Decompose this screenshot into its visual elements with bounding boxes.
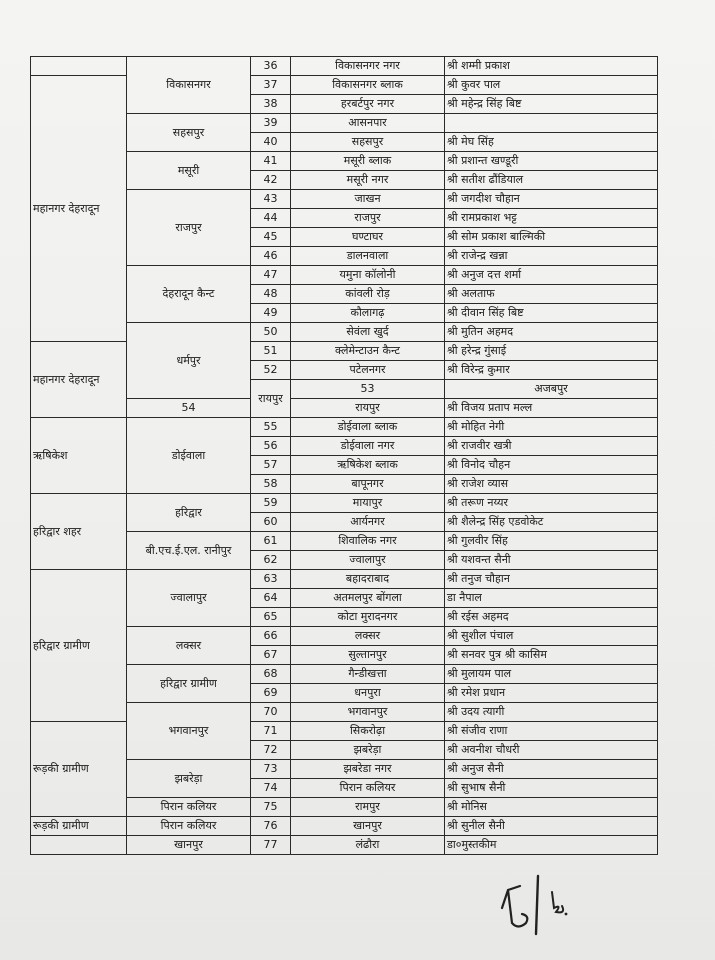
table-row [31, 57, 658, 76]
serial-number-cell: 77 [251, 836, 291, 855]
person-name-cell: श्री मोनिस [445, 798, 658, 817]
person-name-cell: श्री संजीव राणा [445, 722, 658, 741]
mandal-area-cell: ऋषिकेश ब्लाक [291, 456, 445, 475]
table-row [31, 342, 658, 361]
serial-number-cell: 75 [251, 798, 291, 817]
constituency-cell: झबरेड़ा [127, 760, 251, 798]
constituency-cell: डोईवाला [127, 418, 251, 494]
serial-number-cell: 36 [251, 57, 291, 76]
mandal-area-cell: डोईवाला ब्लाक [291, 418, 445, 437]
mandal-area-cell: बहादराबाद [291, 570, 445, 589]
serial-number-cell: 50 [251, 323, 291, 342]
serial-number-cell: 66 [251, 627, 291, 646]
mandal-area-cell: आर्यनगर [291, 513, 445, 532]
serial-number-cell: 58 [251, 475, 291, 494]
constituency-cell: मसूरी [127, 152, 251, 190]
constituency-cell: विकासनगर [127, 57, 251, 114]
mandal-area-cell: झबरेडा नगर [291, 760, 445, 779]
person-name-cell: श्री यशवन्त सैनी [445, 551, 658, 570]
constituency-cell: हरिद्वार ग्रामीण [127, 665, 251, 703]
table-row [31, 722, 658, 741]
mandal-area-cell: धनपुरा [291, 684, 445, 703]
person-name-cell: श्री अलताफ [445, 285, 658, 304]
serial-number-cell: 56 [251, 437, 291, 456]
serial-number-cell: 46 [251, 247, 291, 266]
mandal-area-cell: झबरेड़ा [291, 741, 445, 760]
district-cell: महानगर देहरादून [31, 342, 127, 418]
constituency-cell: खानपुर [127, 836, 251, 855]
constituency-cell: पिरान कलियर [127, 798, 251, 817]
person-name-cell: श्री राजेश व्यास [445, 475, 658, 494]
table-row [31, 76, 658, 95]
mandal-area-cell: रामपुर [291, 798, 445, 817]
mandal-area-cell: डालनवाला [291, 247, 445, 266]
district-cell: रूड़की ग्रामीण [31, 722, 127, 817]
table-row [31, 817, 658, 836]
person-name-cell: श्री शम्मी प्रकाश [445, 57, 658, 76]
person-name-cell: श्री मुलायम पाल [445, 665, 658, 684]
serial-number-cell: 38 [251, 95, 291, 114]
mandal-area-cell: लक्सर [291, 627, 445, 646]
mandal-area-cell: ज्वालापुर [291, 551, 445, 570]
person-name-cell: श्री गुलवीर सिंह [445, 532, 658, 551]
person-name-cell: श्री मेघ सिंह [445, 133, 658, 152]
serial-number-cell: 41 [251, 152, 291, 171]
mandal-area-cell: लंढौरा [291, 836, 445, 855]
mandal-area-cell: राजपुर [291, 209, 445, 228]
person-name-cell: श्री सनवर पुत्र श्री कासिम [445, 646, 658, 665]
serial-number-cell: 55 [251, 418, 291, 437]
person-name-cell: श्री राजवीर खत्री [445, 437, 658, 456]
mandal-area-cell: बापूनगर [291, 475, 445, 494]
constituency-cell: धर्मपुर [127, 323, 251, 399]
person-name-cell: श्री सुनील सैनी [445, 817, 658, 836]
serial-number-cell: 74 [251, 779, 291, 798]
person-name-cell: श्री तरूण नय्यर [445, 494, 658, 513]
person-name-cell: श्री सोम प्रकाश बाल्मिकी [445, 228, 658, 247]
person-name-cell: श्री हरेन्द्र गुंसाई [445, 342, 658, 361]
person-name-cell: श्री अवनीश चौधरी [445, 741, 658, 760]
district-cell: ऋषिकेश [31, 418, 127, 494]
mandal-area-cell: रायपुर [291, 399, 445, 418]
person-name-cell: श्री मोहित नेगी [445, 418, 658, 437]
person-name-cell: श्री अनुज सैनी [445, 760, 658, 779]
mandal-area-cell: आसनपार [291, 114, 445, 133]
person-name-cell: श्री विनोद चौहन [445, 456, 658, 475]
serial-number-cell: 59 [251, 494, 291, 513]
district-cell [31, 836, 127, 855]
person-name-cell: श्री रमेश प्रधान [445, 684, 658, 703]
person-name-cell: श्री कुवर पाल [445, 76, 658, 95]
mandal-area-cell: सिकरोढ़ा [291, 722, 445, 741]
mandal-area-cell: जाखन [291, 190, 445, 209]
mandal-area-cell: कौलागढ़ [291, 304, 445, 323]
person-name-cell: श्री रामप्रकाश भट्ट [445, 209, 658, 228]
person-name-cell: श्री सुशील पंचाल [445, 627, 658, 646]
district-committee-table [30, 56, 658, 855]
mandal-area-cell: मसूरी ब्लाक [291, 152, 445, 171]
district-cell: हरिद्वार शहर [31, 494, 127, 570]
constituency-cell: रायपुर [251, 380, 291, 418]
person-name-cell: श्री जगदीश चौहान [445, 190, 658, 209]
mandal-area-cell: कोटा मुरादनगर [291, 608, 445, 627]
mandal-area-cell: हरबर्टपुर नगर [291, 95, 445, 114]
serial-number-cell: 53 [291, 380, 445, 399]
serial-number-cell: 68 [251, 665, 291, 684]
serial-number-cell: 57 [251, 456, 291, 475]
district-cell [31, 57, 127, 76]
serial-number-cell: 47 [251, 266, 291, 285]
person-name-cell: श्री विरेन्द्र कुमार [445, 361, 658, 380]
district-cell: रूड़की ग्रामीण [31, 817, 127, 836]
mandal-area-cell: मायापुर [291, 494, 445, 513]
serial-number-cell: 67 [251, 646, 291, 665]
constituency-cell: बी.एच.ई.एल. रानीपुर [127, 532, 251, 570]
district-cell: हरिद्वार ग्रामीण [31, 570, 127, 722]
person-name-cell: डा०मुस्तकीम [445, 836, 658, 855]
person-name-cell: श्री राजेन्द्र खन्ना [445, 247, 658, 266]
serial-number-cell: 61 [251, 532, 291, 551]
person-name-cell: श्री तनुज चौहान [445, 570, 658, 589]
person-name-cell: श्री उदय त्यागी [445, 703, 658, 722]
table-row [31, 570, 658, 589]
serial-number-cell: 37 [251, 76, 291, 95]
table-row [31, 494, 658, 513]
handwritten-signature [492, 868, 582, 938]
constituency-cell: राजपुर [127, 190, 251, 266]
serial-number-cell: 44 [251, 209, 291, 228]
constituency-cell: सहसपुर [127, 114, 251, 152]
mandal-area-cell: अतमलपुर बोंगला [291, 589, 445, 608]
mandal-area-cell: घण्टाघर [291, 228, 445, 247]
person-name-cell: श्री प्रशान्त खण्डूरी [445, 152, 658, 171]
person-name-cell: श्री अनुज दत्त शर्मा [445, 266, 658, 285]
signature-drawing [492, 868, 582, 938]
mandal-area-cell: सहसपुर [291, 133, 445, 152]
constituency-cell: भगवानपुर [127, 703, 251, 760]
serial-number-cell: 62 [251, 551, 291, 570]
serial-number-cell: 43 [251, 190, 291, 209]
person-name-cell: श्री रईस अहमद [445, 608, 658, 627]
constituency-cell: ज्वालापुर [127, 570, 251, 627]
table-row [31, 836, 658, 855]
serial-number-cell: 64 [251, 589, 291, 608]
serial-number-cell: 51 [251, 342, 291, 361]
person-name-cell [445, 114, 658, 133]
serial-number-cell: 73 [251, 760, 291, 779]
serial-number-cell: 60 [251, 513, 291, 532]
serial-number-cell: 72 [251, 741, 291, 760]
serial-number-cell: 63 [251, 570, 291, 589]
constituency-cell: देहरादून कैन्ट [127, 266, 251, 323]
serial-number-cell: 45 [251, 228, 291, 247]
mandal-area-cell: विकासनगर नगर [291, 57, 445, 76]
serial-number-cell: 40 [251, 133, 291, 152]
person-name-cell: श्री विजय प्रताप मल्ल [445, 399, 658, 418]
person-name-cell: श्री सतीश ढौंडियाल [445, 171, 658, 190]
serial-number-cell: 69 [251, 684, 291, 703]
mandal-area-cell: क्लेमेन्टाउन कैन्ट [291, 342, 445, 361]
serial-number-cell: 49 [251, 304, 291, 323]
person-name-cell: श्री दीवान सिंह बिष्ट [445, 304, 658, 323]
mandal-area-cell: गैन्डीखत्ता [291, 665, 445, 684]
person-name-cell: श्री सुभाष सैनी [445, 779, 658, 798]
person-name-cell: डा नैपाल [445, 589, 658, 608]
mandal-area-cell: डोईवाला नगर [291, 437, 445, 456]
mandal-area-cell: खानपुर [291, 817, 445, 836]
district-cell: महानगर देहरादून [31, 76, 127, 342]
person-name-cell: श्री महेन्द्र सिंह बिष्ट [445, 95, 658, 114]
mandal-area-cell: भगवानपुर [291, 703, 445, 722]
mandal-area-cell: सेवंला खुर्द [291, 323, 445, 342]
mandal-area-cell: विकासनगर ब्लाक [291, 76, 445, 95]
constituency-cell: हरिद्वार [127, 494, 251, 532]
serial-number-cell: 70 [251, 703, 291, 722]
mandal-area-cell: यमुना कॉलोनी [291, 266, 445, 285]
mandal-area-cell: अजबपुर [445, 380, 658, 399]
mandal-area-cell: शिवालिक नगर [291, 532, 445, 551]
mandal-area-cell: कांवली रोड़ [291, 285, 445, 304]
table-row [31, 418, 658, 437]
serial-number-cell: 48 [251, 285, 291, 304]
constituency-cell: पिरान कलियर [127, 817, 251, 836]
mandal-area-cell: पिरान कलियर [291, 779, 445, 798]
serial-number-cell: 76 [251, 817, 291, 836]
serial-number-cell: 71 [251, 722, 291, 741]
serial-number-cell: 54 [127, 399, 251, 418]
mandal-area-cell: पटेलनगर [291, 361, 445, 380]
serial-number-cell: 39 [251, 114, 291, 133]
person-name-cell: श्री मुतिन अहमद [445, 323, 658, 342]
serial-number-cell: 65 [251, 608, 291, 627]
serial-number-cell: 52 [251, 361, 291, 380]
mandal-area-cell: मसूरी नगर [291, 171, 445, 190]
mandal-area-cell: सुल्तानपुर [291, 646, 445, 665]
serial-number-cell: 42 [251, 171, 291, 190]
constituency-cell: लक्सर [127, 627, 251, 665]
person-name-cell: श्री शैलेन्द्र सिंह एडवोकेट [445, 513, 658, 532]
